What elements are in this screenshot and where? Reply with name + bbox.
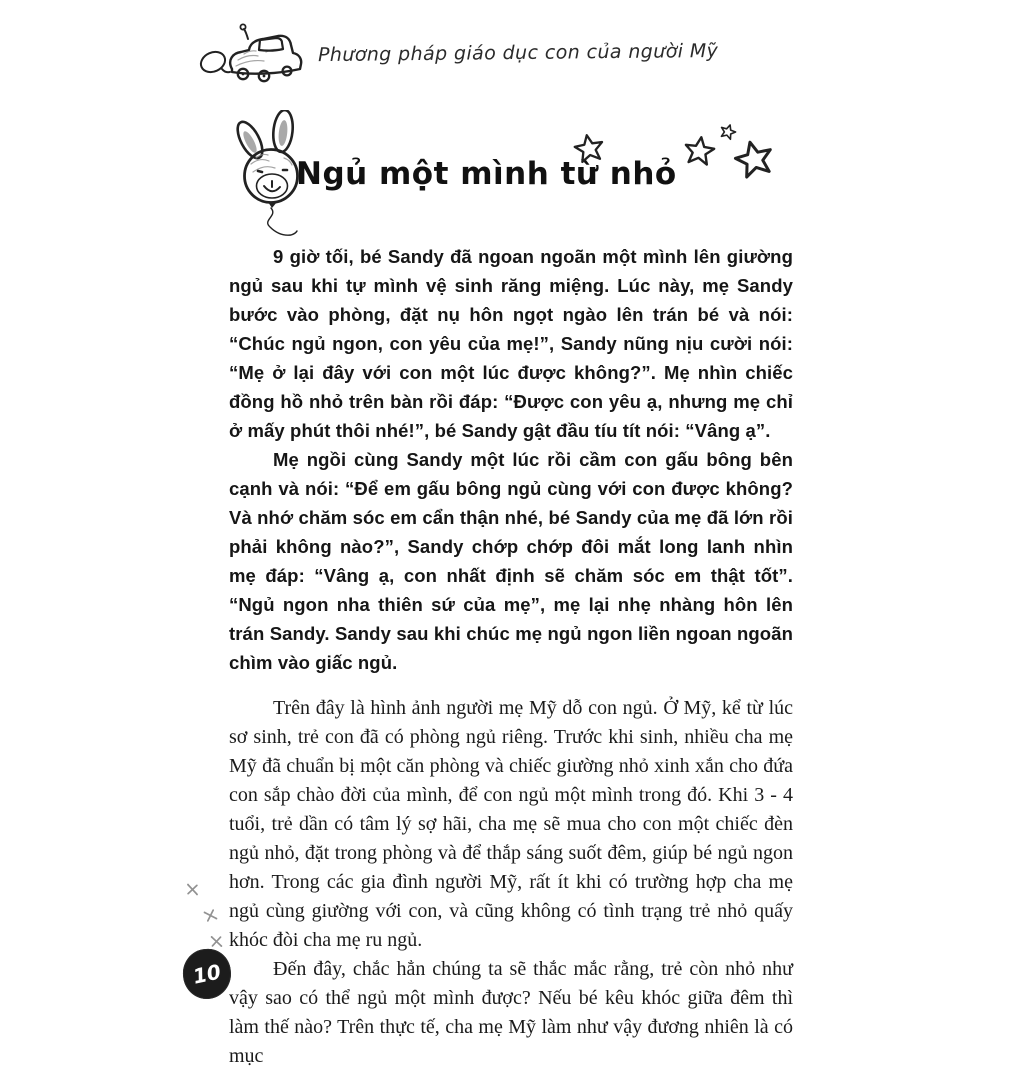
star-icon	[717, 121, 739, 143]
star-icon	[680, 132, 719, 170]
running-head-title: Phương pháp giáo dục con của người Mỹ	[317, 39, 719, 67]
chapter-title: Ngủ một mình từ nhỏ	[296, 156, 677, 192]
page-header	[196, 22, 718, 84]
star-icon	[728, 133, 781, 183]
page-number: 10	[190, 959, 224, 989]
star-icon	[569, 129, 608, 166]
page-number-badge	[181, 947, 234, 1002]
body-paragraph-2: Đến đây, chắc hẳn chúng ta sẽ thắc mắc rằng, trẻ còn nhỏ như vậy sao có thể ngủ một mình được? Nếu bé kêu khóc giữa đêm thì làm thế nào? Trên thực tế, cha mẹ Mỹ làm như vậy đương nhiên là có mục	[229, 958, 793, 1067]
sparkle-mark-icon	[184, 881, 201, 898]
car-doodle-icon	[196, 22, 308, 84]
sparkle-mark-icon	[208, 933, 224, 949]
page-body	[229, 242, 793, 1071]
body-paragraph-1: Trên đây là hình ảnh người mẹ Mỹ dỗ con ngủ. Ở Mỹ, kể từ lúc sơ sinh, trẻ con đã có phòng ngủ riêng. Trước khi sinh, nhiều cha mẹ Mỹ đã chuẩn bị một căn phòng và chiếc giường nhỏ xinh xắn cho đứa con sắp chào đời của mình, để con ngủ một mình trong đó. Khi 3 - 4 tuổi, trẻ dần có tâm lý sợ hãi, cha mẹ sẽ mua cho con một chiếc đèn ngủ nhỏ, đặt trong phòng và để thắp sáng suốt đêm, giúp bé ngủ ngon hơn. Trong các gia đình người Mỹ, rất ít khi có trường hợp cha mẹ ngủ cùng giường với con, và cũng không có tình trạng trẻ nhỏ quấy khóc đòi cha mẹ ru ngủ.	[229, 697, 793, 951]
story-paragraph-2: Mẹ ngồi cùng Sandy một lúc rồi cầm con gấu bông bên cạnh và nói: “Để em gấu bông ngủ cùng với con được không? Và nhớ chăm sóc em cẩn thận nhé, bé Sandy của mẹ đã lớn rồi phải không nào?”, Sandy chớp chớp đôi mắt long lanh nhìn mẹ đáp: “Vâng ạ, con nhất định sẽ chăm sóc em thật tốt”. “Ngủ ngon nha thiên sứ của mẹ”, mẹ lại nhẹ nhàng hôn lên trán Sandy. Sandy sau khi chúc mẹ ngủ ngon liền ngoan ngoãn chìm vào giấc ngủ.	[229, 449, 793, 673]
sparkle-mark-icon	[202, 907, 220, 925]
story-paragraph-1: 9 giờ tối, bé Sandy đã ngoan ngoãn một mình lên giường ngủ sau khi tự mình vệ sinh răng miệng. Lúc này, mẹ Sandy bước vào phòng, đặt nụ hôn ngọt ngào lên trán bé và nói: “Chúc ngủ ngon, con yêu của mẹ!”, Sandy nũng nịu cười nói: “Mẹ ở lại đây với con một lúc được không?”. Mẹ nhìn chiếc đồng hồ nhỏ trên bàn rồi đáp: “Được con yêu ạ, nhưng mẹ chỉ ở mấy phút thôi nhé!”, bé Sandy gật đầu tíu tít nói: “Vâng ạ”.	[229, 246, 793, 441]
